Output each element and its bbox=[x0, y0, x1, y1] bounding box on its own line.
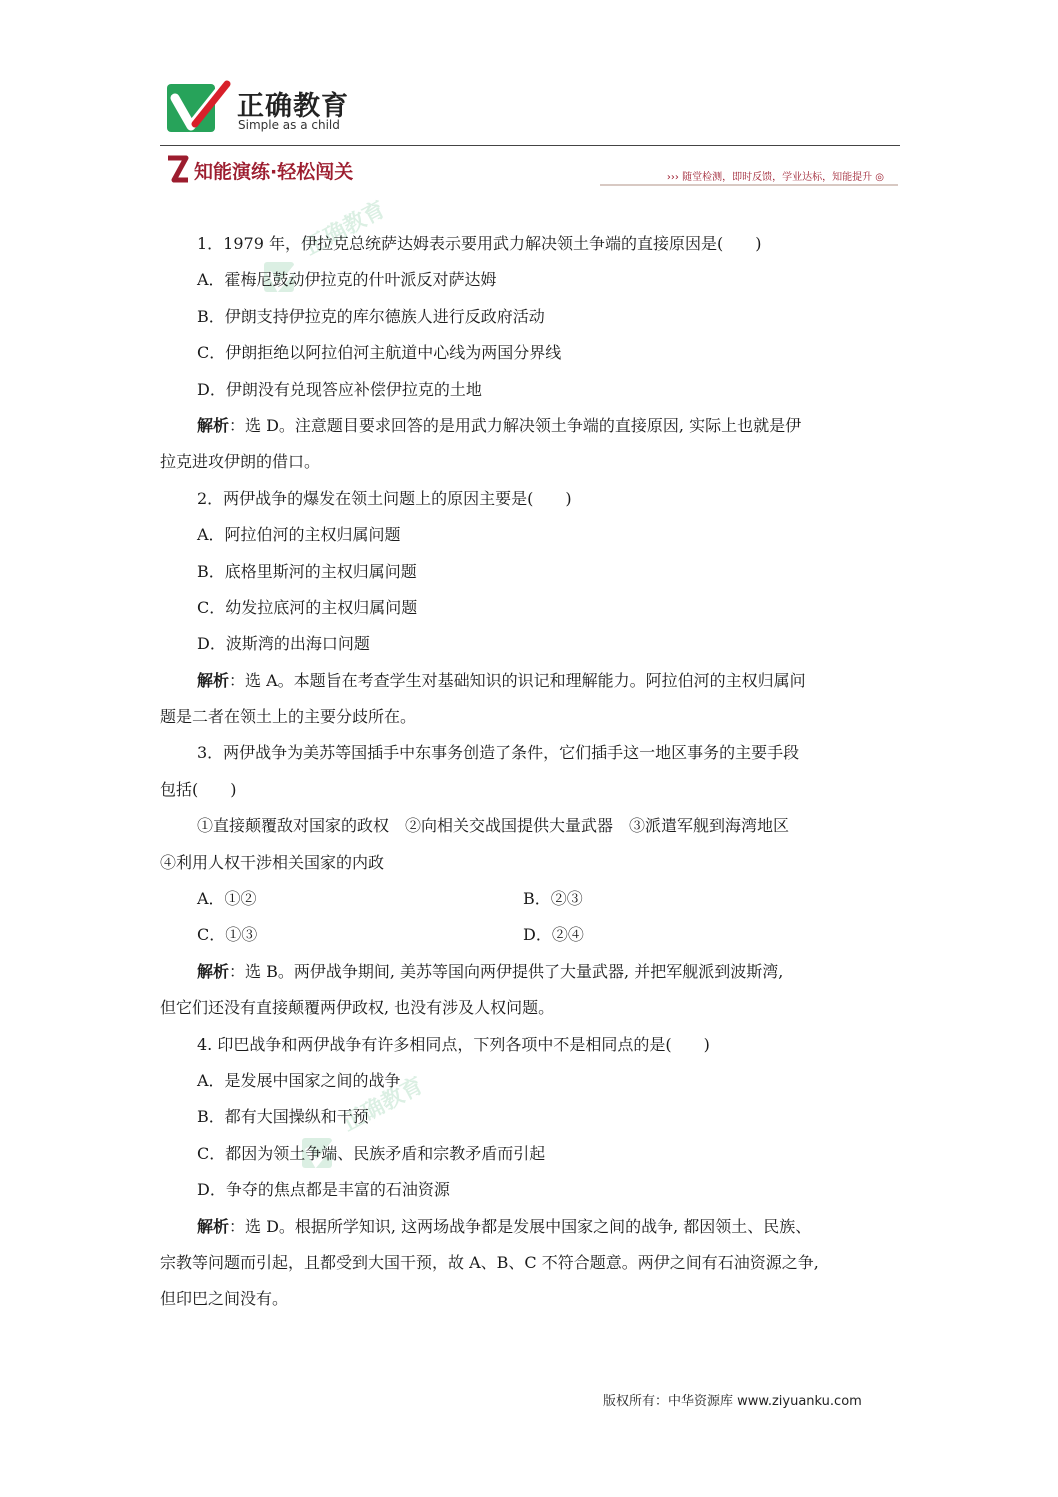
option: B．都有大国操纵和干预 bbox=[197, 1107, 369, 1127]
analysis bbox=[160, 408, 896, 444]
analysis-text: 但它们还没有直接颠覆两伊政权, 也没有涉及人权问题。 bbox=[160, 998, 555, 1018]
statement-items: ④利用人权干涉相关国家的内政 bbox=[160, 852, 385, 872]
section-title: 知能演练·轻松闯关 bbox=[194, 161, 354, 183]
question-stem: 4. 印巴战争和两伊战争有许多相同点，下列各项中不是相同点的是( ) bbox=[197, 1034, 710, 1054]
option: A．①② bbox=[197, 889, 257, 909]
question-stem: 包括( ) bbox=[160, 779, 237, 799]
analysis-text: 宗教等问题而引起，且都受到大国干预，故 A、B、C 不符合题意。两伊之间有石油资源之争, bbox=[160, 1252, 819, 1272]
section-slogan: ››› 随堂检测，即时反馈，学业达标，知能提升 ◎ bbox=[666, 172, 884, 183]
analysis-text: 但印巴之间没有。 bbox=[160, 1289, 289, 1309]
analysis bbox=[160, 1209, 896, 1245]
option: C．伊朗拒绝以阿拉伯河主航道中心线为两国分界线 bbox=[197, 343, 562, 363]
analysis bbox=[160, 663, 896, 699]
analysis-label: 解析 bbox=[197, 670, 230, 690]
header-divider bbox=[160, 145, 900, 146]
analysis-text: ：选 D。根据所学知识, 这两场战争都是发展中国家之间的战争, 都因领土、民族、 bbox=[229, 1216, 812, 1236]
option: B．底格里斯河的主权归属问题 bbox=[197, 561, 417, 581]
section-slogan-underline bbox=[600, 184, 898, 186]
analysis-text: ：选 B。两伊战争期间, 美苏等国向两伊提供了大量武器, 并把军舰派到波斯湾, bbox=[229, 961, 784, 981]
option: A．阿拉伯河的主权归属问题 bbox=[197, 525, 401, 545]
brand-slogan: Simple as a child bbox=[238, 118, 340, 132]
analysis-text: ：选 A。本题旨在考查学生对基础知识的识记和理解能力。阿拉伯河的主权归属问 bbox=[229, 670, 806, 690]
option: B．②③ bbox=[523, 889, 583, 909]
analysis-label: 解析 bbox=[197, 961, 230, 981]
option: C．①③ bbox=[197, 925, 258, 945]
question-stem: 1．1979 年，伊拉克总统萨达姆表示要用武力解决领土争端的直接原因是( ) bbox=[197, 234, 762, 253]
analysis-text: 拉克进攻伊朗的借口。 bbox=[160, 452, 321, 472]
option: D．争夺的焦点都是丰富的石油资源 bbox=[197, 1180, 450, 1200]
analysis-text: 题是二者在领土上的主要分歧所在。 bbox=[160, 707, 417, 727]
option: D．波斯湾的出海口问题 bbox=[197, 634, 370, 654]
brand-logo bbox=[165, 80, 365, 138]
watermark-text: 正确教育 bbox=[338, 1073, 428, 1137]
section-badge-icon bbox=[166, 154, 190, 184]
analysis bbox=[160, 954, 896, 990]
option: C．幼发拉底河的主权归属问题 bbox=[197, 597, 418, 617]
analysis-text: ：选 D。注意题目要求回答的是用武力解决领土争端的直接原因, 实际上也就是伊 bbox=[229, 415, 802, 435]
option: B．伊朗支持伊拉克的库尔德族人进行反政府活动 bbox=[197, 306, 545, 326]
analysis-label: 解析 bbox=[197, 1216, 230, 1236]
option-row bbox=[160, 917, 896, 953]
watermark-text: 正确教育 bbox=[300, 197, 390, 261]
section-header bbox=[160, 150, 900, 192]
option: A．霍梅尼鼓动伊拉克的什叶派反对萨达姆 bbox=[197, 270, 497, 290]
exercise-content bbox=[160, 226, 896, 1318]
analysis-label: 解析 bbox=[197, 415, 230, 435]
question-stem: 2．两伊战争的爆发在领土问题上的原因主要是( ) bbox=[197, 488, 572, 508]
option: D．②④ bbox=[523, 925, 584, 945]
option: D．伊朗没有兑现答应补偿伊拉克的土地 bbox=[197, 379, 482, 399]
brand-name: 正确教育 bbox=[237, 91, 349, 122]
option: C．都因为领土争端、民族矛盾和宗教矛盾而引起 bbox=[197, 1143, 546, 1163]
check-mark-logo-icon bbox=[165, 80, 233, 136]
question-stem: 3．两伊战争为美苏等国插手中东事务创造了条件，它们插手这一地区事务的主要手段 bbox=[197, 743, 800, 763]
copyright-footer: 版权所有：中华资源库 www.ziyuanku.com bbox=[603, 1394, 862, 1409]
statement-items: ①直接颠覆敌对国家的政权 ②向相关交战国提供大量武器 ③派遣军舰到海湾地区 bbox=[197, 816, 790, 836]
option: A．是发展中国家之间的战争 bbox=[197, 1070, 401, 1090]
option-row bbox=[160, 881, 896, 917]
